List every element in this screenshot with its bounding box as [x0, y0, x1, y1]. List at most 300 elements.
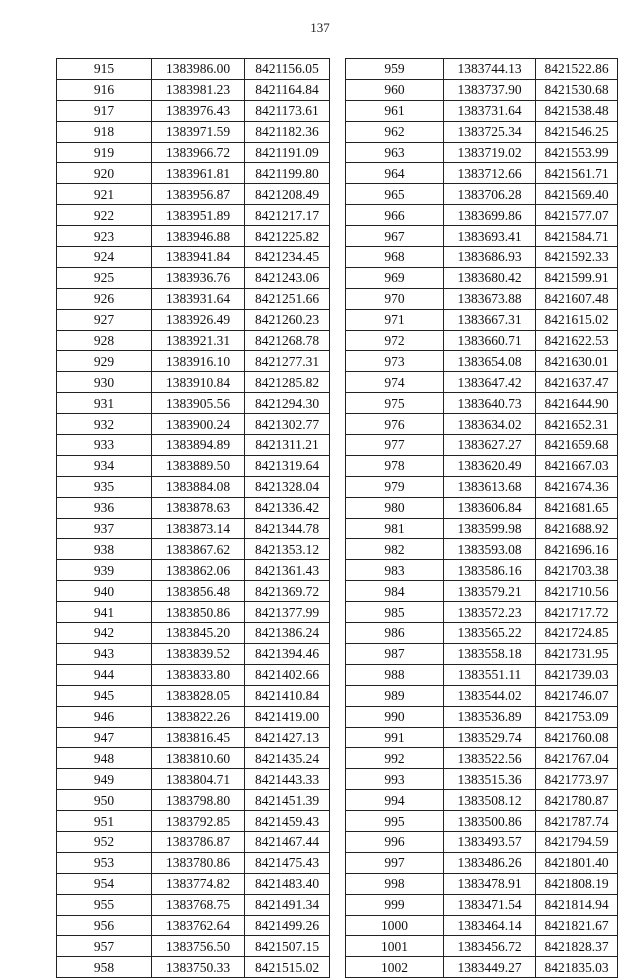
table-row [57, 957, 330, 978]
y-coordinate-cell: 8421208.49 [245, 184, 330, 205]
point-number-cell: 932 [57, 414, 152, 435]
table-row [57, 623, 330, 644]
x-coordinate-cell: 1383910.84 [152, 372, 245, 393]
table-row [346, 748, 618, 769]
table-row [57, 873, 330, 894]
table-row [57, 560, 330, 581]
point-number-cell: 951 [57, 811, 152, 832]
x-coordinate-cell: 1383856.48 [152, 581, 245, 602]
x-coordinate-cell: 1383586.16 [444, 560, 536, 581]
y-coordinate-cell: 8421515.02 [245, 957, 330, 978]
point-number-cell: 994 [346, 790, 444, 811]
y-coordinate-cell: 8421773.97 [536, 769, 618, 790]
point-number-cell: 927 [57, 309, 152, 330]
point-number-cell: 920 [57, 163, 152, 184]
point-number-cell: 970 [346, 288, 444, 309]
point-number-cell: 950 [57, 790, 152, 811]
table-row [346, 351, 618, 372]
table-row [346, 309, 618, 330]
table-row [346, 288, 618, 309]
y-coordinate-cell: 8421225.82 [245, 226, 330, 247]
table-row [57, 414, 330, 435]
x-coordinate-cell: 1383699.86 [444, 205, 536, 226]
table-row [57, 790, 330, 811]
point-number-cell: 957 [57, 936, 152, 957]
point-number-cell: 928 [57, 330, 152, 351]
y-coordinate-cell: 8421217.17 [245, 205, 330, 226]
x-coordinate-cell: 1383810.60 [152, 748, 245, 769]
y-coordinate-cell: 8421268.78 [245, 330, 330, 351]
table-row [346, 623, 618, 644]
table-row [57, 664, 330, 685]
y-coordinate-cell: 8421821.67 [536, 915, 618, 936]
y-coordinate-cell: 8421311.21 [245, 435, 330, 456]
point-number-cell: 949 [57, 769, 152, 790]
table-row [346, 414, 618, 435]
table-row [57, 894, 330, 915]
table-row [57, 435, 330, 456]
y-coordinate-cell: 8421538.48 [536, 100, 618, 121]
y-coordinate-cell: 8421336.42 [245, 497, 330, 518]
point-number-cell: 948 [57, 748, 152, 769]
y-coordinate-cell: 8421369.72 [245, 581, 330, 602]
x-coordinate-cell: 1383822.26 [152, 706, 245, 727]
y-coordinate-cell: 8421277.31 [245, 351, 330, 372]
point-number-cell: 985 [346, 602, 444, 623]
x-coordinate-cell: 1383756.50 [152, 936, 245, 957]
point-number-cell: 955 [57, 894, 152, 915]
y-coordinate-cell: 8421561.71 [536, 163, 618, 184]
point-number-cell: 978 [346, 455, 444, 476]
x-coordinate-cell: 1383941.84 [152, 247, 245, 268]
x-coordinate-cell: 1383449.27 [444, 957, 536, 978]
point-number-cell: 993 [346, 769, 444, 790]
table-row [346, 811, 618, 832]
table-row [57, 184, 330, 205]
table-row [57, 539, 330, 560]
y-coordinate-cell: 8421475.43 [245, 852, 330, 873]
x-coordinate-cell: 1383931.64 [152, 288, 245, 309]
point-number-cell: 968 [346, 247, 444, 268]
y-coordinate-cell: 8421377.99 [245, 602, 330, 623]
x-coordinate-cell: 1383731.64 [444, 100, 536, 121]
y-coordinate-cell: 8421688.92 [536, 518, 618, 539]
y-coordinate-cell: 8421681.65 [536, 497, 618, 518]
y-coordinate-cell: 8421467.44 [245, 831, 330, 852]
x-coordinate-cell: 1383926.49 [152, 309, 245, 330]
point-number-cell: 977 [346, 435, 444, 456]
point-number-cell: 962 [346, 121, 444, 142]
x-coordinate-cell: 1383936.76 [152, 267, 245, 288]
point-number-cell: 999 [346, 894, 444, 915]
table-row [346, 330, 618, 351]
point-number-cell: 997 [346, 852, 444, 873]
table-row [57, 769, 330, 790]
table-row [57, 455, 330, 476]
y-coordinate-cell: 8421483.40 [245, 873, 330, 894]
y-coordinate-cell: 8421328.04 [245, 476, 330, 497]
y-coordinate-cell: 8421644.90 [536, 393, 618, 414]
point-number-cell: 945 [57, 685, 152, 706]
y-coordinate-cell: 8421260.23 [245, 309, 330, 330]
y-coordinate-cell: 8421767.04 [536, 748, 618, 769]
y-coordinate-cell: 8421491.34 [245, 894, 330, 915]
x-coordinate-cell: 1383515.36 [444, 769, 536, 790]
table-row [57, 915, 330, 936]
point-number-cell: 973 [346, 351, 444, 372]
point-number-cell: 1001 [346, 936, 444, 957]
y-coordinate-cell: 8421156.05 [245, 59, 330, 80]
table-row [57, 142, 330, 163]
table-row [346, 476, 618, 497]
y-coordinate-cell: 8421191.09 [245, 142, 330, 163]
y-coordinate-cell: 8421344.78 [245, 518, 330, 539]
y-coordinate-cell: 8421435.24 [245, 748, 330, 769]
point-number-cell: 984 [346, 581, 444, 602]
x-coordinate-cell: 1383774.82 [152, 873, 245, 894]
x-coordinate-cell: 1383529.74 [444, 727, 536, 748]
y-coordinate-cell: 8421182.36 [245, 121, 330, 142]
table-row [346, 769, 618, 790]
point-number-cell: 995 [346, 811, 444, 832]
x-coordinate-cell: 1383833.80 [152, 664, 245, 685]
table-row [346, 267, 618, 288]
x-coordinate-cell: 1383850.86 [152, 602, 245, 623]
x-coordinate-cell: 1383606.84 [444, 497, 536, 518]
point-number-cell: 931 [57, 393, 152, 414]
coordinates-table-right [345, 58, 618, 978]
point-number-cell: 937 [57, 518, 152, 539]
point-number-cell: 963 [346, 142, 444, 163]
y-coordinate-cell: 8421569.40 [536, 184, 618, 205]
point-number-cell: 915 [57, 59, 152, 80]
point-number-cell: 954 [57, 873, 152, 894]
point-number-cell: 923 [57, 226, 152, 247]
point-number-cell: 980 [346, 497, 444, 518]
table-row [57, 685, 330, 706]
table-row [57, 643, 330, 664]
table-row [346, 727, 618, 748]
table-row [346, 894, 618, 915]
y-coordinate-cell: 8421739.03 [536, 664, 618, 685]
point-number-cell: 940 [57, 581, 152, 602]
x-coordinate-cell: 1383839.52 [152, 643, 245, 664]
x-coordinate-cell: 1383750.33 [152, 957, 245, 978]
x-coordinate-cell: 1383946.88 [152, 226, 245, 247]
x-coordinate-cell: 1383725.34 [444, 121, 536, 142]
x-coordinate-cell: 1383572.23 [444, 602, 536, 623]
x-coordinate-cell: 1383719.02 [444, 142, 536, 163]
table-row [346, 59, 618, 80]
point-number-cell: 986 [346, 623, 444, 644]
x-coordinate-cell: 1383976.43 [152, 100, 245, 121]
point-number-cell: 936 [57, 497, 152, 518]
y-coordinate-cell: 8421410.84 [245, 685, 330, 706]
x-coordinate-cell: 1383768.75 [152, 894, 245, 915]
point-number-cell: 975 [346, 393, 444, 414]
y-coordinate-cell: 8421522.86 [536, 59, 618, 80]
x-coordinate-cell: 1383792.85 [152, 811, 245, 832]
table-row [346, 602, 618, 623]
point-number-cell: 921 [57, 184, 152, 205]
y-coordinate-cell: 8421828.37 [536, 936, 618, 957]
table-row [346, 497, 618, 518]
point-number-cell: 958 [57, 957, 152, 978]
table-row [346, 915, 618, 936]
y-coordinate-cell: 8421760.08 [536, 727, 618, 748]
y-coordinate-cell: 8421710.56 [536, 581, 618, 602]
point-number-cell: 938 [57, 539, 152, 560]
point-number-cell: 967 [346, 226, 444, 247]
point-number-cell: 960 [346, 79, 444, 100]
x-coordinate-cell: 1383737.90 [444, 79, 536, 100]
point-number-cell: 934 [57, 455, 152, 476]
y-coordinate-cell: 8421302.77 [245, 414, 330, 435]
x-coordinate-cell: 1383828.05 [152, 685, 245, 706]
table-row [57, 247, 330, 268]
y-coordinate-cell: 8421630.01 [536, 351, 618, 372]
y-coordinate-cell: 8421787.74 [536, 811, 618, 832]
x-coordinate-cell: 1383956.87 [152, 184, 245, 205]
point-number-cell: 944 [57, 664, 152, 685]
x-coordinate-cell: 1383862.06 [152, 560, 245, 581]
point-number-cell: 988 [346, 664, 444, 685]
table-row [346, 79, 618, 100]
x-coordinate-cell: 1383744.13 [444, 59, 536, 80]
x-coordinate-cell: 1383558.18 [444, 643, 536, 664]
x-coordinate-cell: 1383464.14 [444, 915, 536, 936]
x-coordinate-cell: 1383660.71 [444, 330, 536, 351]
x-coordinate-cell: 1383712.66 [444, 163, 536, 184]
x-coordinate-cell: 1383845.20 [152, 623, 245, 644]
x-coordinate-cell: 1383867.62 [152, 539, 245, 560]
x-coordinate-cell: 1383916.10 [152, 351, 245, 372]
table-row [346, 957, 618, 978]
page-number: 137 [310, 20, 330, 35]
y-coordinate-cell: 8421780.87 [536, 790, 618, 811]
y-coordinate-cell: 8421584.71 [536, 226, 618, 247]
y-coordinate-cell: 8421814.94 [536, 894, 618, 915]
point-number-cell: 930 [57, 372, 152, 393]
point-number-cell: 981 [346, 518, 444, 539]
table-row [57, 288, 330, 309]
x-coordinate-cell: 1383493.57 [444, 831, 536, 852]
table-row [57, 330, 330, 351]
table-row [346, 142, 618, 163]
point-number-cell: 969 [346, 267, 444, 288]
table-row [57, 59, 330, 80]
y-coordinate-cell: 8421459.43 [245, 811, 330, 832]
y-coordinate-cell: 8421251.66 [245, 288, 330, 309]
point-number-cell: 933 [57, 435, 152, 456]
point-number-cell: 929 [57, 351, 152, 372]
y-coordinate-cell: 8421703.38 [536, 560, 618, 581]
table-row [57, 476, 330, 497]
y-coordinate-cell: 8421746.07 [536, 685, 618, 706]
table-row [346, 393, 618, 414]
table-row [57, 831, 330, 852]
x-coordinate-cell: 1383921.31 [152, 330, 245, 351]
table-row [346, 790, 618, 811]
y-coordinate-cell: 8421622.53 [536, 330, 618, 351]
y-coordinate-cell: 8421659.68 [536, 435, 618, 456]
point-number-cell: 991 [346, 727, 444, 748]
table-row [346, 852, 618, 873]
table-row [346, 664, 618, 685]
table-row [346, 205, 618, 226]
y-coordinate-cell: 8421724.85 [536, 623, 618, 644]
x-coordinate-cell: 1383905.56 [152, 393, 245, 414]
x-coordinate-cell: 1383593.08 [444, 539, 536, 560]
table-row [346, 100, 618, 121]
y-coordinate-cell: 8421652.31 [536, 414, 618, 435]
table-row [57, 309, 330, 330]
table-row [57, 351, 330, 372]
point-number-cell: 947 [57, 727, 152, 748]
y-coordinate-cell: 8421353.12 [245, 539, 330, 560]
point-number-cell: 924 [57, 247, 152, 268]
y-coordinate-cell: 8421443.33 [245, 769, 330, 790]
point-number-cell: 987 [346, 643, 444, 664]
y-coordinate-cell: 8421294.30 [245, 393, 330, 414]
y-coordinate-cell: 8421427.13 [245, 727, 330, 748]
x-coordinate-cell: 1383966.72 [152, 142, 245, 163]
y-coordinate-cell: 8421731.95 [536, 643, 618, 664]
point-number-cell: 971 [346, 309, 444, 330]
y-coordinate-cell: 8421507.15 [245, 936, 330, 957]
table-row [346, 936, 618, 957]
table-row [346, 455, 618, 476]
y-coordinate-cell: 8421243.06 [245, 267, 330, 288]
y-coordinate-cell: 8421234.45 [245, 247, 330, 268]
point-number-cell: 972 [346, 330, 444, 351]
table-row [57, 205, 330, 226]
point-number-cell: 956 [57, 915, 152, 936]
table-row [346, 435, 618, 456]
x-coordinate-cell: 1383889.50 [152, 455, 245, 476]
point-number-cell: 922 [57, 205, 152, 226]
x-coordinate-cell: 1383884.08 [152, 476, 245, 497]
y-coordinate-cell: 8421794.59 [536, 831, 618, 852]
table-row [346, 226, 618, 247]
x-coordinate-cell: 1383706.28 [444, 184, 536, 205]
x-coordinate-cell: 1383456.72 [444, 936, 536, 957]
x-coordinate-cell: 1383634.02 [444, 414, 536, 435]
x-coordinate-cell: 1383900.24 [152, 414, 245, 435]
y-coordinate-cell: 8421386.24 [245, 623, 330, 644]
point-number-cell: 979 [346, 476, 444, 497]
point-number-cell: 941 [57, 602, 152, 623]
point-number-cell: 974 [346, 372, 444, 393]
table-row [57, 267, 330, 288]
y-coordinate-cell: 8421451.39 [245, 790, 330, 811]
table-row [57, 100, 330, 121]
x-coordinate-cell: 1383471.54 [444, 894, 536, 915]
x-coordinate-cell: 1383986.00 [152, 59, 245, 80]
table-row [57, 518, 330, 539]
table-row [346, 831, 618, 852]
x-coordinate-cell: 1383804.71 [152, 769, 245, 790]
point-number-cell: 961 [346, 100, 444, 121]
point-number-cell: 992 [346, 748, 444, 769]
y-coordinate-cell: 8421667.03 [536, 455, 618, 476]
x-coordinate-cell: 1383667.31 [444, 309, 536, 330]
x-coordinate-cell: 1383522.56 [444, 748, 536, 769]
point-number-cell: 942 [57, 623, 152, 644]
y-coordinate-cell: 8421285.82 [245, 372, 330, 393]
point-number-cell: 917 [57, 100, 152, 121]
table-row [57, 748, 330, 769]
table-row [346, 247, 618, 268]
x-coordinate-cell: 1383551.11 [444, 664, 536, 685]
x-coordinate-cell: 1383873.14 [152, 518, 245, 539]
point-number-cell: 976 [346, 414, 444, 435]
x-coordinate-cell: 1383786.87 [152, 831, 245, 852]
y-coordinate-cell: 8421530.68 [536, 79, 618, 100]
table-row [57, 706, 330, 727]
x-coordinate-cell: 1383686.93 [444, 247, 536, 268]
table-row [346, 163, 618, 184]
x-coordinate-cell: 1383613.68 [444, 476, 536, 497]
table-row [346, 643, 618, 664]
x-coordinate-cell: 1383981.23 [152, 79, 245, 100]
point-number-cell: 982 [346, 539, 444, 560]
point-number-cell: 939 [57, 560, 152, 581]
y-coordinate-cell: 8421835.03 [536, 957, 618, 978]
y-coordinate-cell: 8421164.84 [245, 79, 330, 100]
point-number-cell: 965 [346, 184, 444, 205]
x-coordinate-cell: 1383486.26 [444, 852, 536, 873]
point-number-cell: 998 [346, 873, 444, 894]
point-number-cell: 989 [346, 685, 444, 706]
y-coordinate-cell: 8421801.40 [536, 852, 618, 873]
table-row [57, 581, 330, 602]
x-coordinate-cell: 1383680.42 [444, 267, 536, 288]
x-coordinate-cell: 1383478.91 [444, 873, 536, 894]
table-row [346, 685, 618, 706]
point-number-cell: 916 [57, 79, 152, 100]
y-coordinate-cell: 8421717.72 [536, 602, 618, 623]
x-coordinate-cell: 1383565.22 [444, 623, 536, 644]
coordinates-table-left [56, 58, 330, 978]
table-row [346, 539, 618, 560]
x-coordinate-cell: 1383798.80 [152, 790, 245, 811]
y-coordinate-cell: 8421637.47 [536, 372, 618, 393]
table-row [57, 852, 330, 873]
table-row [346, 560, 618, 581]
table-row [57, 372, 330, 393]
point-number-cell: 983 [346, 560, 444, 581]
x-coordinate-cell: 1383544.02 [444, 685, 536, 706]
y-coordinate-cell: 8421607.48 [536, 288, 618, 309]
table-row [346, 372, 618, 393]
y-coordinate-cell: 8421674.36 [536, 476, 618, 497]
table-row [57, 79, 330, 100]
x-coordinate-cell: 1383693.41 [444, 226, 536, 247]
table-row [57, 163, 330, 184]
y-coordinate-cell: 8421553.99 [536, 142, 618, 163]
table-row [57, 497, 330, 518]
table-row [57, 121, 330, 142]
table-row [346, 184, 618, 205]
x-coordinate-cell: 1383640.73 [444, 393, 536, 414]
point-number-cell: 959 [346, 59, 444, 80]
y-coordinate-cell: 8421599.91 [536, 267, 618, 288]
y-coordinate-cell: 8421808.19 [536, 873, 618, 894]
x-coordinate-cell: 1383599.98 [444, 518, 536, 539]
point-number-cell: 918 [57, 121, 152, 142]
y-coordinate-cell: 8421173.61 [245, 100, 330, 121]
